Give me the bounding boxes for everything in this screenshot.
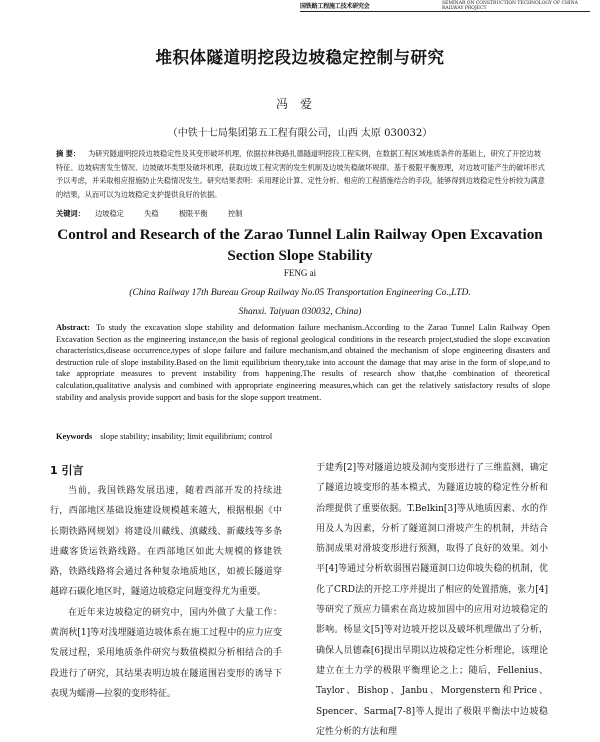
abstract-en	[56, 322, 550, 403]
keyword-cn: 边坡稳定	[95, 209, 124, 218]
keyword-cn: 失稳	[144, 209, 159, 218]
column-left	[50, 481, 282, 704]
journal-name-en: SEMINAR ON CONSTRUCTION TECHNOLOGY OF CHINA RAILWAY PROJECT	[442, 1, 578, 11]
keywords-label-en: Keywords	[56, 432, 93, 441]
affiliation-en-line1: (China Railway 17th Bureau Group Railway No.05 Transportation Engineering Co.,LTD.	[129, 288, 471, 298]
keyword-cn: 极限平衡	[178, 209, 208, 218]
keywords-cn	[56, 209, 548, 219]
affiliation-cn: （中铁十七局集团第五工程有限公司，山西 太原 030032）	[167, 128, 433, 139]
section-heading-intro: 1 引言	[50, 464, 84, 477]
abstract-label-cn: 摘 要：	[56, 149, 81, 158]
paragraph: 在近年来边坡稳定的研究中，国内外做了大量工作：黄润秋[1]等对浅埋隧道边坡体系在施工过程中的应力应变发展过程，采用地质条件研究与数值模拟分析相结合的手段进行了研究，其结果表明边坡在隧道围岩变形的诱导下表现为蠕滑—拉裂的变形特征。	[50, 607, 282, 699]
abstract-cn	[56, 147, 548, 201]
affiliation-en-line2: Shanxi. Taiyuan 030032, China)	[238, 307, 362, 317]
abstract-label-en: Abstract:	[56, 323, 90, 332]
keywords-en	[56, 432, 550, 441]
paragraph: 于建秀[2]等对隧道边坡及洞内变形进行了三维监测，确定了隧道边坡变形的基本模式，为隧道边坡的稳定性分析和治理提供了重要依据。T.Belkin[3]等从地质因素、水的作用及人为因素，分析了隧道洞口滑坡产生的机制，并结合筋洞成果对滑坡变形进行预测，取得了良好的效果。刘小平[4]等通过分析软弱围岩隧道洞口边仰坡失稳的机制，优化了CRD法的开挖工序并提出了相应的处置措施，张力[4]等研究了预应力锚索在高边坡加固中的应用对边坡稳定的影响。杨显文[5]等对边坡开挖以及破坏机理做出了分析，确保人员德森[6]提出早期以边坡稳定性分析理论，该理论建立在土力学的极限平衡理论之上；随后，Fellenius、Taylor、Bishop、Janbu、Morgenstern和Price、Spencer、Sarma[7-8]等人提出了极限平衡法中边坡稳定性分析的方法和理	[316, 463, 548, 737]
keywords-text-en: slope stability; insability; limit equilibrium; control	[100, 432, 273, 441]
column-right	[316, 458, 548, 742]
header-rule	[300, 11, 590, 12]
keywords-label-cn: 关键词：	[56, 209, 85, 218]
journal-header	[0, 0, 600, 14]
author-en: FENG ai	[283, 268, 317, 278]
keyword-cn: 控制	[227, 209, 243, 218]
page-title-en: Control and Research of the Zarao Tunnel Lalin Railway Open Excavation Section Slope Stability	[57, 226, 543, 264]
paragraph: 当前，我国铁路发展迅速，随着西部开发的持续进行，西部地区基础设施建设规模越来越大，根据根据《中长期铁路网规划》将建设川藏线、滇藏线、新藏线等多条进藏客货运铁路线路。在西部地区如此大规模的修建铁路，铁路线路将会通过各种复杂地质地区，如被长隧道穿越碎石碳化地区时，隧道边坡稳定问题变得尤为重要。	[50, 486, 282, 598]
page-title-cn: 堆积体隧道明挖段边坡稳定控制与研究	[155, 48, 445, 67]
journal-name-cn: 国铁路工程施工技术研究会	[300, 3, 370, 10]
abstract-text-cn: 为研究隧道明挖段边坡稳定性及其变形破坏机理，依据拉林铁路扎德隧道明挖段工程实例，在数据工程区域地质条件的基础上，研究了开挖边坡特征、边坡病害发生情况、边坡破坏类型及破坏机理，获取边坡工程灾害的发生机制及边坡失稳破坏规律。基于极限平衡原理，对边坡可能产生的破坏形式予以考虑，并采取相应措施防止失稳情况发生。研究结果表明：采用理论计算、定性分析、相应的工程措施结合的手段，能够得到边坡稳定性分析较为满意的结果，从而可以为边坡稳定支护提供良好的依据。	[56, 149, 545, 199]
abstract-text-en: To study the excavation slope stability and deformation failure mechanism.According to the Zarao Tunnel Lalin Railway Open Excavation Section as the engineering instance,on the basis of regional geological conditions in the research project,studied the slope excavation characteristics,disease occurrence,types of slope failure and failure mechanism,and obtained the mechanism of slope engineering disasters and destruction rule of slope instability.Based on the limit equilibrium theory,take into account the damage that may arise in the form of slope,and to take appropriate measures to prevent instability from happening.The results of research show that,the combination of theoretical calculation,qualitative analysis and combined with appropriate engineering measures,which can get the relatively satisfactory results of slope stability and analysis provide support and basis for the slope support treatment.	[56, 323, 550, 402]
author-cn: 冯爱	[275, 97, 324, 111]
